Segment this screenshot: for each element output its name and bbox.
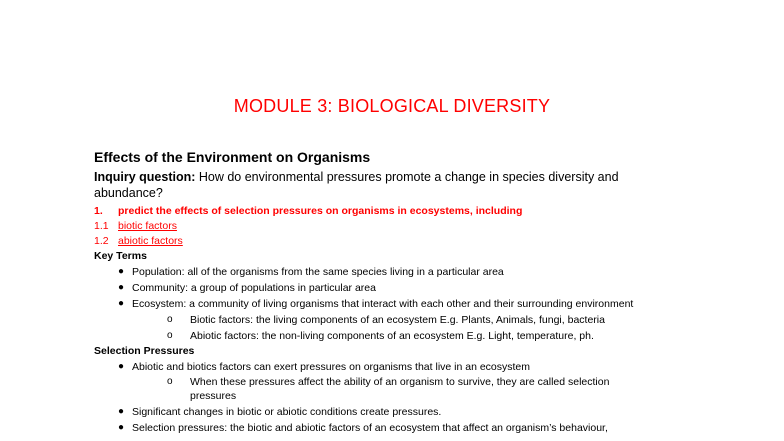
bullet-icon: ● (118, 266, 125, 277)
list-sub-item: Biotic factors: the living components of an ecosystem E.g. Plants, Animals, fungi, bacteria (190, 314, 605, 326)
bullet-icon: ● (118, 406, 125, 417)
outcome-sub-link[interactable]: biotic factors (118, 220, 177, 232)
list-item: Ecosystem: a community of living organisms that interact with each other and their surrounding environment (132, 298, 634, 310)
page-title: MODULE 3: BIOLOGICAL DIVERSITY (233, 96, 551, 116)
list-sub-item: Abiotic factors: the non-living components of an ecosystem E.g. Light, temperature, ph. (190, 330, 594, 342)
list-item: Community: a group of populations in particular area (132, 282, 376, 294)
section-heading: Effects of the Environment on Organisms (94, 149, 371, 165)
bullet-icon: ● (118, 298, 125, 309)
outcome-text: predict the effects of selection pressures on organisms in ecosystems, including (118, 205, 523, 217)
list-item: Selection pressures: the biotic and abiotic factors of an ecosystem that affect an organism’s behaviour, (132, 422, 608, 434)
key-terms-label: Key Terms (94, 250, 147, 262)
list-item: Significant changes in biotic or abiotic conditions create pressures. (132, 406, 442, 418)
bullet-icon: ● (118, 422, 125, 433)
bullet-icon: ● (118, 282, 125, 293)
outcome-number: 1. (94, 205, 103, 217)
selection-pressures-label: Selection Pressures (94, 345, 195, 357)
sub-bullet-icon: o (167, 330, 173, 341)
sub-bullet-icon: o (167, 314, 173, 325)
bullet-icon: ● (118, 361, 125, 372)
list-sub-item-continued: pressures (190, 390, 237, 402)
inquiry-question (94, 169, 674, 201)
outcome-sub-number: 1.2 (94, 235, 109, 247)
inquiry-label: Inquiry question: (94, 170, 196, 184)
sub-bullet-icon: o (167, 376, 173, 387)
outcome-sub-number: 1.1 (94, 220, 109, 232)
outcome-sub-link[interactable]: abiotic factors (118, 235, 183, 247)
list-item: Population: all of the organisms from the same species living in a particular area (132, 266, 504, 278)
list-item: Abiotic and biotics factors can exert pressures on organisms that live in an ecosystem (132, 361, 531, 373)
list-sub-item: When these pressures affect the ability of an organism to survive, they are called selection (190, 376, 610, 388)
inquiry-text: How do environmental pressures promote a change in species diversity and abundance? (94, 170, 619, 200)
